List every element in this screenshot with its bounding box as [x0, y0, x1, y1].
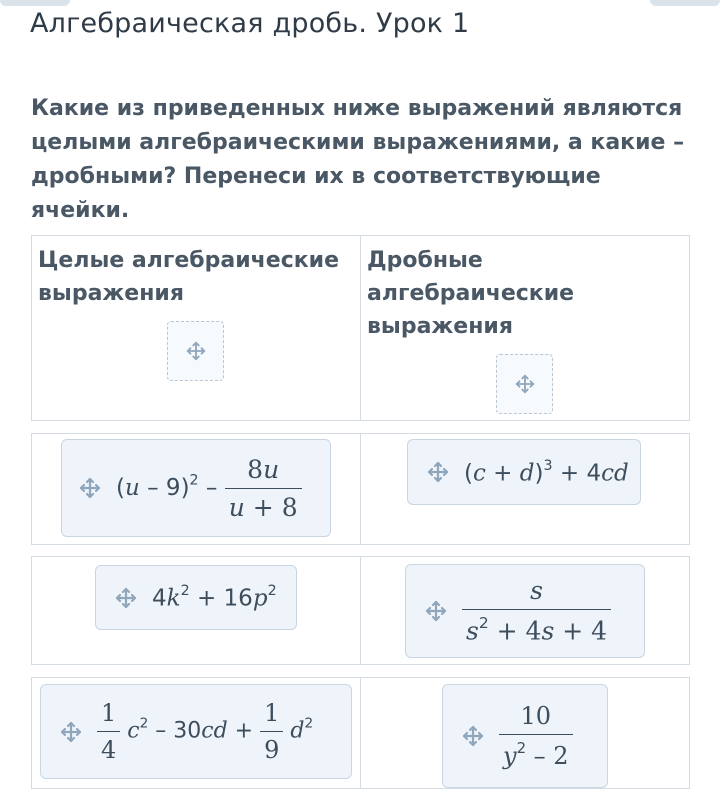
expr-exponent: 2 [180, 583, 190, 600]
expression-card-3[interactable] [95, 565, 297, 630]
expr-exponent: 2 [267, 583, 277, 600]
expr-part: 4 [152, 585, 167, 612]
expression-3 [152, 583, 277, 612]
column-header-whole: Целые алгебраические выражения [38, 248, 339, 306]
expr-part: c [472, 460, 486, 487]
dropzone-whole[interactable] [167, 321, 224, 381]
expr-exponent: 2 [516, 738, 527, 757]
row-1-right-cell [361, 434, 689, 544]
expr-exponent: 2 [189, 471, 199, 488]
expr-part: cd [601, 460, 629, 487]
row-1-left-cell [32, 434, 361, 544]
move-icon [424, 599, 448, 623]
expression-4 [462, 576, 611, 646]
expression-card-4[interactable] [405, 564, 645, 658]
expr-part: + 4 [488, 616, 542, 646]
expr-part: + 4 [552, 460, 602, 487]
fraction-denominator: 9 [260, 731, 283, 764]
move-icon [114, 586, 138, 610]
fraction-denominator: + 8 [244, 492, 298, 522]
answer-table-header [31, 235, 690, 421]
expression-2 [464, 458, 629, 487]
expr-part: s [541, 616, 555, 646]
expression-card-2[interactable] [407, 439, 641, 505]
expressions-row-1 [31, 433, 690, 545]
expression-1 [116, 455, 302, 522]
expr-part: + [485, 460, 520, 487]
move-icon [514, 373, 536, 395]
expr-part: + 16 [189, 585, 253, 612]
move-icon [461, 724, 485, 748]
expressions-row-3 [31, 677, 690, 789]
row-2-right-cell [361, 557, 689, 664]
fraction [225, 455, 302, 522]
expr-exponent: 3 [543, 457, 553, 474]
expr-part: – 30 [148, 718, 202, 744]
fraction [97, 699, 120, 764]
fraction-denominator: 4 [97, 731, 120, 764]
fraction-denominator-var: u [228, 492, 245, 522]
fraction [260, 699, 283, 764]
top-tab-left [0, 0, 70, 6]
fraction-numerator: 8 [247, 454, 264, 484]
expr-part: u [124, 474, 140, 501]
expr-part: – [198, 474, 225, 501]
row-3-right-cell [361, 678, 689, 788]
dropzone-fractional[interactable] [496, 354, 553, 414]
expr-part: y [503, 742, 517, 771]
expr-part: s [466, 616, 479, 646]
expr-part: ) [534, 460, 544, 487]
expr-part: + 4 [554, 616, 608, 646]
expr-part: ( [464, 460, 473, 487]
expr-exponent: 2 [304, 715, 314, 732]
move-icon [59, 720, 83, 744]
column-fractional [361, 236, 689, 420]
expr-part: d [290, 718, 305, 744]
expressions-row-2 [31, 556, 690, 665]
top-tab-right [650, 0, 720, 6]
expr-part: – 9) [139, 474, 190, 501]
expr-exponent: 2 [478, 614, 489, 633]
expr-part: p [252, 585, 268, 612]
expression-card-1[interactable] [61, 439, 331, 537]
fraction-numerator: s [530, 576, 543, 606]
move-icon [426, 460, 450, 484]
column-header-fractional: Дробные алгебраические выражения [367, 248, 575, 339]
move-icon [185, 340, 207, 362]
fraction-numerator: 10 [520, 701, 552, 730]
expr-part: c [127, 718, 140, 744]
fraction-numerator-var: u [263, 454, 280, 484]
fraction-numerator: 1 [101, 699, 117, 727]
expr-part: d [519, 460, 535, 487]
question-text: Какие из приведенных ниже выражений являются целыми алгебраическими выражениями, а какие – дробными? Перенеси их в соответствующие ячейки. [31, 96, 685, 223]
move-icon [78, 476, 102, 500]
lesson-title: Алгебраическая дробь. Урок 1 [30, 8, 470, 39]
expr-part: cd [201, 718, 228, 744]
fraction-numerator: 1 [264, 699, 280, 727]
expr-part: + [227, 718, 261, 744]
row-3-left-cell [32, 678, 361, 788]
expr-part: – 2 [526, 742, 569, 771]
expr-part: ( [116, 474, 125, 501]
row-2-left-cell [32, 557, 361, 664]
expression-6 [499, 702, 573, 770]
column-whole [32, 236, 361, 420]
expr-exponent: 2 [139, 715, 149, 732]
expr-part: k [166, 585, 181, 612]
expression-5 [97, 699, 313, 764]
expression-card-6[interactable] [442, 684, 608, 788]
expression-card-5[interactable] [40, 684, 352, 779]
